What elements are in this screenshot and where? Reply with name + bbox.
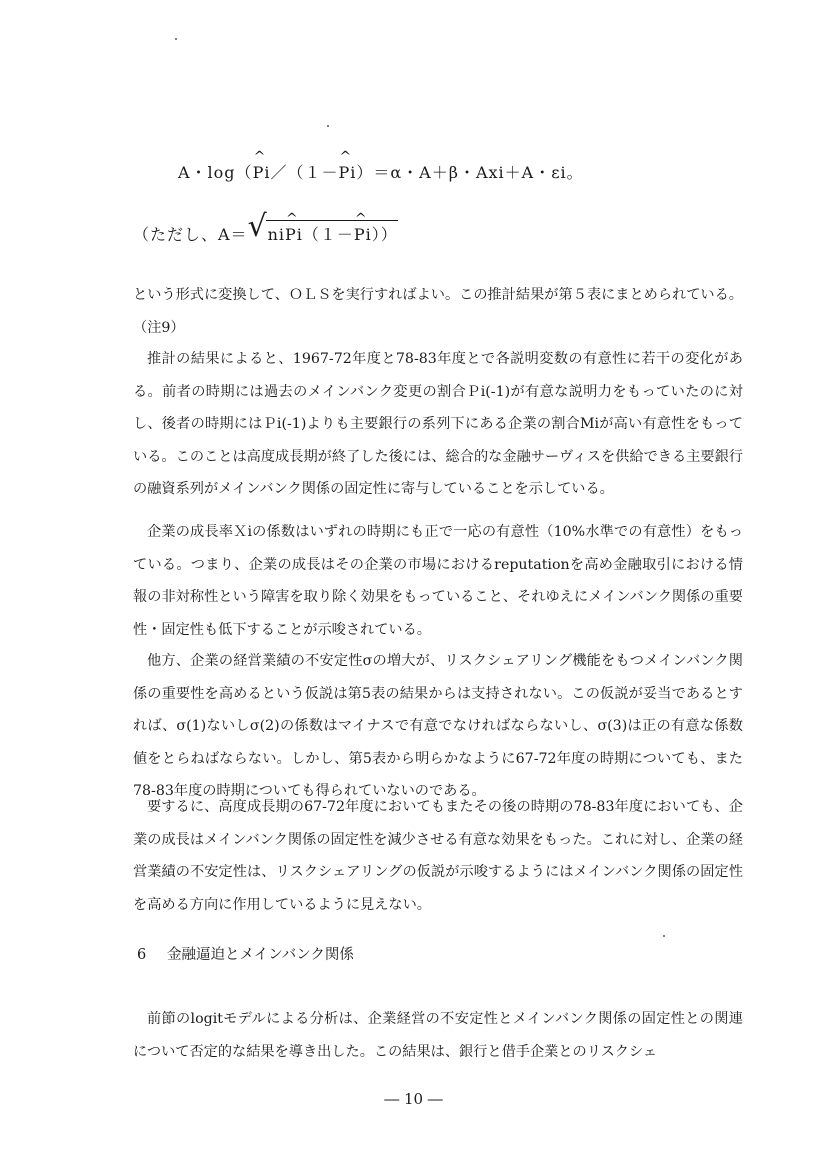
section-heading bbox=[137, 943, 354, 964]
logit-formula bbox=[178, 160, 584, 183]
formula-part: i／（１－ bbox=[264, 163, 339, 182]
page-number: ― 10 ― bbox=[384, 1090, 443, 1108]
paragraph-intro: という形式に変換して、ＯＬＳを実行すればよい。この推計結果が第５表にまとめられている。（注9） bbox=[133, 287, 743, 336]
p-hat: ^ P bbox=[253, 163, 265, 182]
paragraph-section-6: 前節のlogitモデルによる分析は、企業経営の不安定性とメインバンク関係の固定性との関連について否定的な結果を導き出した。この結果は、銀行と借手企業とのリスクシェ bbox=[133, 1011, 743, 1060]
p-hat: ^ P bbox=[338, 163, 350, 182]
square-root bbox=[247, 209, 398, 245]
formula-part: i（１－ bbox=[296, 225, 354, 244]
scan-speck bbox=[175, 38, 177, 40]
scan-speck bbox=[663, 935, 665, 937]
weight-definition bbox=[133, 209, 398, 245]
section-title: 金融逼迫とメインバンク関係 bbox=[167, 947, 354, 963]
radical-sign: √ bbox=[247, 209, 268, 244]
formula-part: A・log（ bbox=[178, 163, 253, 182]
formula-part: i）） bbox=[365, 225, 398, 244]
formula-part: ni bbox=[267, 225, 285, 244]
section-number: 6 bbox=[137, 947, 147, 963]
paragraph-summary: 要するに、高度成長期の67-72年度においてもまたその後の時期の78-83年度においても、企業の成長はメインバンク関係の固定性を減少させる有意な効果をもった。これに対し、企業の経営業績の不安定性は、リスクシェアリングの仮説が示唆するようにはメインバンク関係の固定性を高める方向に作用しているように見えない。 bbox=[133, 799, 743, 913]
paragraph-estimation-results: 推計の結果によると、1967-72年度と78-83年度とで各説明変数の有意性に若干の変化がある。前者の時期には過去のメインバンク変更の割合Ｐi(-1)が有意な説明力をもっていたのに対し、後者の時期にはＰi(-1)よりも主要銀行の系列下にある企業の割合Miが高い有意性をもっている。このことは高度成長期が終了した後には、総合的な金融サーヴィスを供給できる主要銀行の融資系列がメインバンク関係の固定性に寄与していることを示している。 bbox=[133, 351, 743, 498]
paragraph-instability: 他方、企業の経営業績の不安定性σの増大が、リスクシェアリング機能をもつメインバンク関係の重要性を高めるという仮説は第5表の結果からは支持されない。この仮説が妥当であるとすれば、σ(1)ないしσ(2)の係数はマイナスで有意でなければならないし、σ(3)は正の有意な係数値をとらねばならない。しかし、第5表から明らかなように67-72年度の時期についても、また78-83年度の時期についても得られていないのである。 bbox=[133, 653, 743, 800]
radicand bbox=[266, 220, 398, 244]
scan-speck bbox=[327, 125, 329, 127]
paragraph-growth-rate: 企業の成長率Ｘiの係数はいずれの時期にも正で一応の有意性（10%水準での有意性）をもっている。つまり、企業の成長はその企業の市場におけるreputationを高め金融取引における情報の非対称性という障害を取り除く効果をもっていること、それゆえにメインバンク関係の重要性・固定性も低下することが示唆されている。 bbox=[133, 524, 743, 638]
formula-part: i）＝α・A＋β・Axi＋A・εi。 bbox=[350, 163, 584, 182]
p-hat: ^ P bbox=[285, 225, 297, 244]
formula-part: （ただし、A＝ bbox=[133, 225, 248, 244]
p-hat: ^ P bbox=[354, 225, 366, 244]
